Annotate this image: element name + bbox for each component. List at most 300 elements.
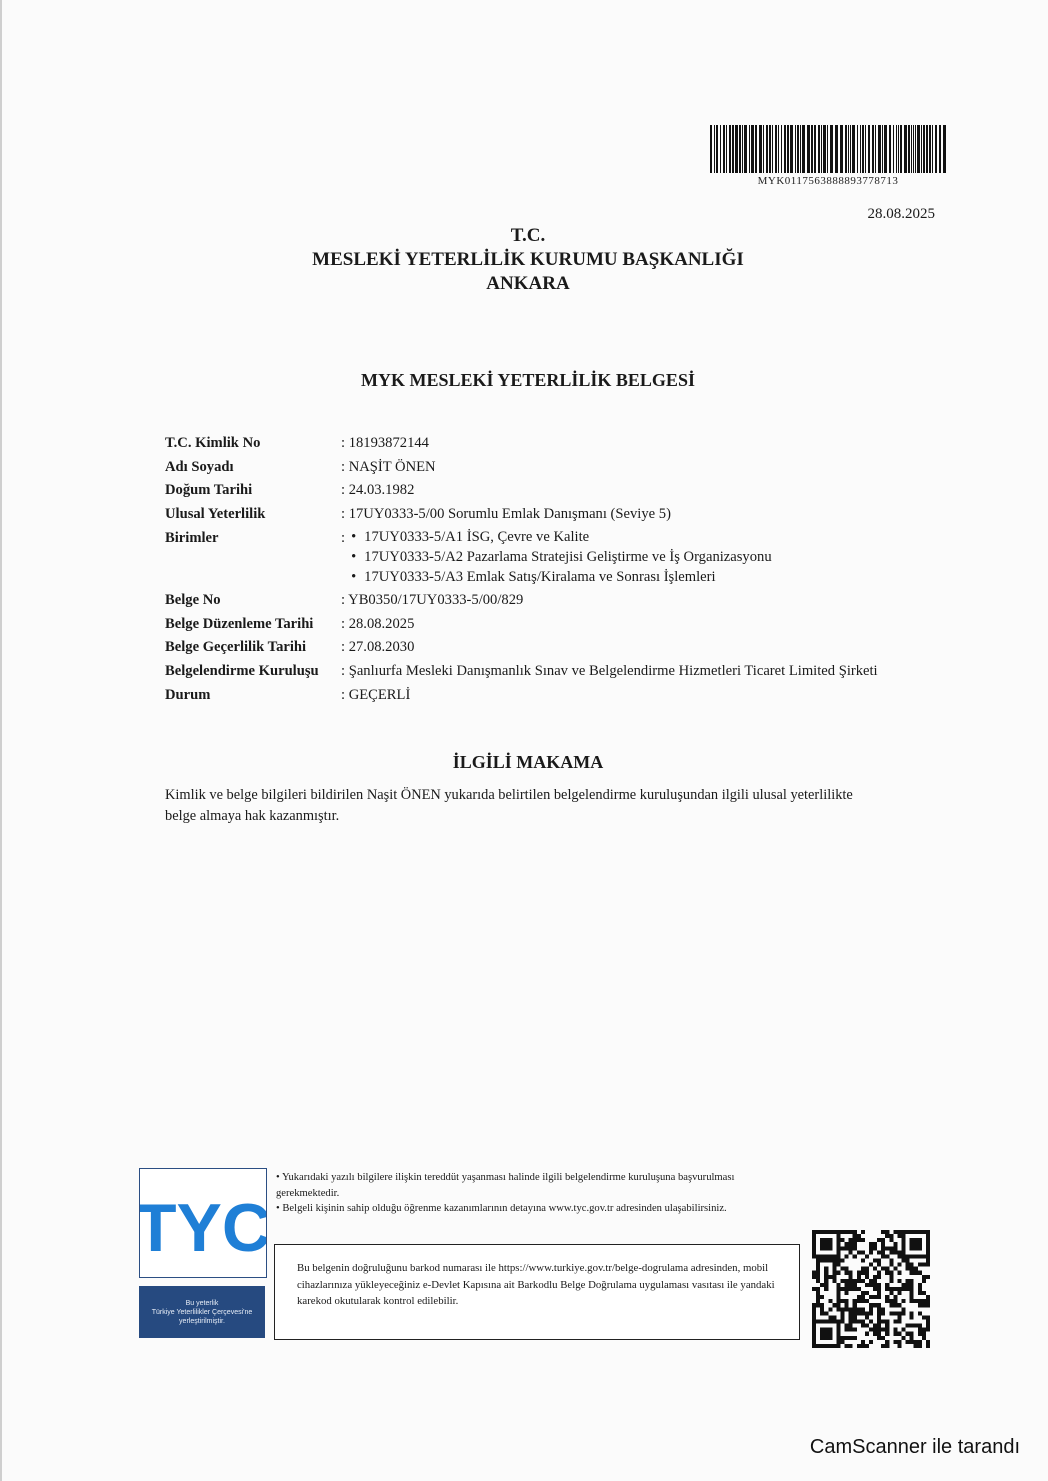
- qr-module: [820, 1242, 824, 1246]
- verification-box: Bu belgenin doğruluğunu barkod numarası ile https://www.turkiye.gov.tr/belge-dogrulama adresinden, mobil cihazlarınıza yükleyeceğiniz e-Devlet Kapısına ait Barkodlu Belge Doğrulama uygulaması vasıtası ile yandaki karekod okutularak kontrol edilebilir.: [274, 1244, 800, 1340]
- body-paragraph: Kimlik ve belge bilgileri bildirilen Naşit ÖNEN yukarıda belirtilen belgelendirme kuruluşundan ilgili ulusal yeterlilikte belge almaya hak kazanmıştır.: [165, 787, 853, 824]
- qr-module: [849, 1279, 853, 1283]
- qr-module: [918, 1271, 922, 1275]
- qr-module: [836, 1332, 840, 1336]
- qr-module: [845, 1291, 849, 1295]
- qr-module: [857, 1307, 861, 1311]
- qr-module: [877, 1336, 881, 1340]
- qr-module: [869, 1263, 873, 1267]
- qr-module: [893, 1267, 897, 1271]
- qr-module: [836, 1283, 840, 1287]
- field-value: : GEÇERLİ: [341, 686, 411, 703]
- qr-module: [885, 1340, 889, 1344]
- barcode-bar: [716, 125, 718, 173]
- qr-module: [853, 1283, 857, 1287]
- barcode-bar: [857, 125, 858, 173]
- document-date: 28.08.2025: [867, 206, 935, 222]
- barcode-bar: [778, 125, 779, 173]
- qr-module: [910, 1291, 914, 1295]
- qr-module: [926, 1250, 930, 1254]
- qr-module: [857, 1275, 861, 1279]
- barcode-bar: [868, 125, 870, 173]
- qr-module: [865, 1254, 869, 1258]
- qr-module: [918, 1311, 922, 1315]
- qr-module: [922, 1332, 926, 1336]
- qr-module: [836, 1324, 840, 1328]
- qr-module: [861, 1344, 865, 1348]
- qr-module: [840, 1238, 844, 1242]
- qr-module: [926, 1315, 930, 1319]
- qr-module: [816, 1267, 820, 1271]
- qr-module: [922, 1279, 926, 1283]
- qr-module: [906, 1287, 910, 1291]
- qr-module: [853, 1336, 857, 1340]
- qr-module: [853, 1287, 857, 1291]
- barcode-bar: [896, 125, 897, 173]
- qr-module: [845, 1283, 849, 1287]
- barcode-bar: [845, 125, 847, 173]
- qr-module: [828, 1344, 832, 1348]
- qr-module: [902, 1250, 906, 1254]
- qr-module: [824, 1238, 828, 1242]
- qr-module: [910, 1299, 914, 1303]
- qr-module: [910, 1287, 914, 1291]
- qr-module: [812, 1320, 816, 1324]
- qr-module: [877, 1315, 881, 1319]
- qr-module: [824, 1271, 828, 1275]
- qr-module: [816, 1263, 820, 1267]
- qr-module: [922, 1291, 926, 1295]
- qr-module: [828, 1328, 832, 1332]
- qr-module: [885, 1324, 889, 1328]
- qr-module: [885, 1283, 889, 1287]
- qr-module: [918, 1287, 922, 1291]
- qr-module: [857, 1250, 861, 1254]
- qr-module: [820, 1320, 824, 1324]
- qr-module: [836, 1263, 840, 1267]
- qr-module: [877, 1332, 881, 1336]
- barcode-bar: [913, 125, 914, 173]
- barcode-bar: [923, 125, 925, 173]
- qr-module: [820, 1332, 824, 1336]
- qr-module: [869, 1303, 873, 1307]
- barcode-bar: [787, 125, 789, 173]
- qr-module: [926, 1242, 930, 1246]
- qr-module: [889, 1287, 893, 1291]
- qr-module: [918, 1303, 922, 1307]
- qr-module: [861, 1320, 865, 1324]
- qr-module: [893, 1287, 897, 1291]
- qr-module: [910, 1242, 914, 1246]
- qr-module: [910, 1238, 914, 1242]
- qr-module: [836, 1230, 840, 1234]
- field-label: Belge No: [165, 591, 221, 608]
- qr-module: [849, 1320, 853, 1324]
- qr-module: [889, 1250, 893, 1254]
- qr-module: [881, 1307, 885, 1311]
- unit-item: • 17UY0333-5/A1 İSG, Çevre ve Kalite: [351, 527, 772, 547]
- qr-module: [832, 1230, 836, 1234]
- qr-module: [918, 1246, 922, 1250]
- barcode-bar: [751, 125, 754, 173]
- barcode-bar: [827, 125, 828, 173]
- barcode-bar: [732, 125, 734, 173]
- qr-module: [902, 1230, 906, 1234]
- barcode-bar: [875, 125, 876, 173]
- qr-module: [812, 1271, 816, 1275]
- certificate-title: MYK MESLEKİ YETERLİLİK BELGESİ: [361, 370, 695, 390]
- band-line: Türkiye Yeterlilikler Çerçevesi'ne: [151, 1308, 253, 1316]
- qr-module: [816, 1291, 820, 1295]
- qr-module: [828, 1246, 832, 1250]
- field-status: [165, 684, 965, 708]
- qr-module: [902, 1234, 906, 1238]
- qr-module: [857, 1271, 861, 1275]
- qr-module: [832, 1254, 836, 1258]
- qr-module: [910, 1283, 914, 1287]
- qr-module: [828, 1320, 832, 1324]
- qr-module: [926, 1234, 930, 1238]
- qr-module: [910, 1263, 914, 1267]
- qr-module: [836, 1299, 840, 1303]
- qr-module: [832, 1263, 836, 1267]
- qr-module: [849, 1242, 853, 1246]
- qr-module: [857, 1234, 861, 1238]
- qr-module: [869, 1295, 873, 1299]
- qr-module: [889, 1275, 893, 1279]
- qr-module: [885, 1295, 889, 1299]
- qr-module: [918, 1238, 922, 1242]
- qr-module: [902, 1242, 906, 1246]
- qr-module: [820, 1336, 824, 1340]
- qr-module: [849, 1238, 853, 1242]
- qr-module: [902, 1287, 906, 1291]
- barcode-bar: [821, 125, 822, 173]
- qr-module: [918, 1263, 922, 1267]
- barcode-bar: [835, 125, 838, 173]
- qr-module: [840, 1336, 844, 1340]
- qr-code-icon: [812, 1230, 930, 1348]
- qr-module: [922, 1299, 926, 1303]
- qr-module: [881, 1238, 885, 1242]
- qr-module: [922, 1336, 926, 1340]
- qr-module: [820, 1311, 824, 1315]
- field-birth-date: [165, 479, 965, 503]
- qr-module: [812, 1307, 816, 1311]
- qr-module: [865, 1344, 869, 1348]
- qr-module: [922, 1303, 926, 1307]
- qr-module: [889, 1246, 893, 1250]
- qr-module: [893, 1311, 897, 1315]
- qr-module: [849, 1311, 853, 1315]
- qr-module: [914, 1230, 918, 1234]
- qr-module: [857, 1295, 861, 1299]
- qr-module: [926, 1258, 930, 1262]
- qr-module: [881, 1320, 885, 1324]
- qr-module: [897, 1287, 901, 1291]
- qr-module: [881, 1311, 885, 1315]
- qr-module: [816, 1299, 820, 1303]
- qr-module: [902, 1311, 906, 1315]
- units-colon: :: [341, 529, 346, 546]
- qr-module: [889, 1258, 893, 1262]
- qr-module: [857, 1279, 861, 1283]
- qr-module: [918, 1324, 922, 1328]
- qr-module: [853, 1279, 857, 1283]
- qr-module: [914, 1246, 918, 1250]
- barcode-bar: [726, 125, 727, 173]
- qr-module: [926, 1275, 930, 1279]
- barcode-bar: [850, 125, 851, 173]
- qr-module: [828, 1275, 832, 1279]
- qr-module: [849, 1307, 853, 1311]
- qr-module: [877, 1303, 881, 1307]
- qr-module: [824, 1275, 828, 1279]
- barcode-bar: [932, 125, 933, 173]
- institution-line-2: MESLEKİ YETERLİLİK KURUMU BAŞKANLIĞI: [312, 249, 744, 270]
- qr-module: [836, 1234, 840, 1238]
- qr-module: [853, 1246, 857, 1250]
- qr-module: [865, 1311, 869, 1315]
- qr-module: [845, 1307, 849, 1311]
- qr-module: [853, 1242, 857, 1246]
- qr-module: [902, 1246, 906, 1250]
- qr-module: [869, 1242, 873, 1246]
- barcode-bar: [735, 125, 738, 173]
- qr-module: [828, 1238, 832, 1242]
- qr-module: [832, 1267, 836, 1271]
- qr-module: [910, 1279, 914, 1283]
- qr-module: [877, 1275, 881, 1279]
- qr-module: [836, 1250, 840, 1254]
- qr-module: [877, 1320, 881, 1324]
- qr-module: [906, 1254, 910, 1258]
- qr-module: [897, 1279, 901, 1283]
- qr-module: [849, 1315, 853, 1319]
- qr-module: [926, 1344, 930, 1348]
- qr-module: [816, 1275, 820, 1279]
- qr-module: [853, 1320, 857, 1324]
- barcode-bar: [860, 125, 861, 173]
- qr-module: [812, 1287, 816, 1291]
- qr-module: [885, 1246, 889, 1250]
- qr-module: [922, 1315, 926, 1319]
- qr-module: [836, 1242, 840, 1246]
- qr-module: [816, 1287, 820, 1291]
- qr-module: [840, 1230, 844, 1234]
- qr-module: [845, 1271, 849, 1275]
- qr-module: [812, 1332, 816, 1336]
- qr-module: [897, 1250, 901, 1254]
- qr-module: [828, 1299, 832, 1303]
- qr-module: [849, 1275, 853, 1279]
- qr-module: [877, 1258, 881, 1262]
- qr-module: [828, 1336, 832, 1340]
- qr-module: [902, 1307, 906, 1311]
- qr-module: [824, 1279, 828, 1283]
- qr-module: [828, 1307, 832, 1311]
- tyc-logo: [139, 1168, 267, 1278]
- barcode-bar: [755, 125, 757, 173]
- qr-module: [877, 1238, 881, 1242]
- qr-module: [832, 1279, 836, 1283]
- qr-module: [914, 1340, 918, 1344]
- qr-module: [820, 1230, 824, 1234]
- qr-module: [840, 1246, 844, 1250]
- scanner-watermark: CamScanner ile tarandı: [809, 1436, 1020, 1458]
- footer-note: • Yukarıdaki yazılı bilgilere ilişkin tereddüt yaşanması halinde ilgili belgelendirme kuruluşuna başvurulması gerekmektedir.: [276, 1172, 735, 1199]
- qr-module: [824, 1287, 828, 1291]
- qr-module: [897, 1311, 901, 1315]
- barcode-bar: [929, 125, 931, 173]
- qr-module: [865, 1271, 869, 1275]
- barcode-bar: [852, 125, 855, 173]
- qr-module: [873, 1324, 877, 1328]
- qr-module: [885, 1332, 889, 1336]
- qr-module: [861, 1291, 865, 1295]
- unit-item: • 17UY0333-5/A3 Emlak Satış/Kiralama ve Sonrası İşlemleri: [351, 567, 772, 587]
- barcode-bar: [744, 125, 747, 173]
- qr-module: [812, 1234, 816, 1238]
- qr-module: [877, 1295, 881, 1299]
- qr-module: [893, 1299, 897, 1303]
- qr-module: [816, 1254, 820, 1258]
- qr-module: [893, 1242, 897, 1246]
- field-value: : NAŞİT ÖNEN: [341, 458, 436, 475]
- qr-module: [926, 1324, 930, 1328]
- qr-module: [902, 1238, 906, 1242]
- qr-module: [926, 1299, 930, 1303]
- barcode-bar: [882, 125, 883, 173]
- barcode-bar: [775, 125, 777, 173]
- qr-module: [910, 1230, 914, 1234]
- barcode-bar: [795, 125, 796, 173]
- qr-module: [820, 1307, 824, 1311]
- qr-module: [877, 1271, 881, 1275]
- barcode-bar: [772, 125, 773, 173]
- qr-module: [889, 1279, 893, 1283]
- qr-module: [873, 1295, 877, 1299]
- qr-module: [832, 1275, 836, 1279]
- qr-module: [897, 1332, 901, 1336]
- barcode-bar: [769, 125, 771, 173]
- qr-module: [918, 1328, 922, 1332]
- qr-module: [926, 1238, 930, 1242]
- field-value: : 18193872144: [341, 435, 429, 451]
- qr-module: [857, 1238, 861, 1242]
- qr-module: [914, 1299, 918, 1303]
- qr-module: [877, 1283, 881, 1287]
- qr-module: [853, 1303, 857, 1307]
- qr-module: [869, 1320, 873, 1324]
- qr-module: [836, 1340, 840, 1344]
- qr-module: [922, 1254, 926, 1258]
- qr-module: [926, 1295, 930, 1299]
- qr-module: [910, 1271, 914, 1275]
- barcode-bar: [872, 125, 874, 173]
- qr-module: [816, 1344, 820, 1348]
- qr-module: [881, 1230, 885, 1234]
- qr-module: [840, 1307, 844, 1311]
- qr-module: [897, 1340, 901, 1344]
- qr-module: [889, 1234, 893, 1238]
- qr-module: [910, 1324, 914, 1328]
- qr-module: [869, 1250, 873, 1254]
- qr-module: [836, 1271, 840, 1275]
- barcode-bar: [939, 125, 941, 173]
- qr-module: [836, 1246, 840, 1250]
- qr-module: [865, 1332, 869, 1336]
- qr-module: [897, 1344, 901, 1348]
- qr-module: [853, 1234, 857, 1238]
- qr-module: [877, 1311, 881, 1315]
- qr-module: [812, 1303, 816, 1307]
- qr-module: [918, 1340, 922, 1344]
- footer-note: • Belgeli kişinin sahip olduğu öğrenme kazanımlarının detayına www.tyc.gov.tr adresinden ulaşabilirsiniz.: [276, 1203, 727, 1214]
- qr-module: [853, 1328, 857, 1332]
- field-certification-body: [165, 660, 965, 684]
- qr-module: [877, 1287, 881, 1291]
- qr-module: [881, 1336, 885, 1340]
- qr-module: [881, 1328, 885, 1332]
- qr-module: [885, 1299, 889, 1303]
- qr-module: [824, 1258, 828, 1262]
- qr-module: [853, 1230, 857, 1234]
- qr-module: [877, 1291, 881, 1295]
- qr-module: [910, 1295, 914, 1299]
- qr-module: [885, 1287, 889, 1291]
- qr-module: [877, 1250, 881, 1254]
- qr-module: [897, 1303, 901, 1307]
- barcode-bar: [811, 125, 813, 173]
- qr-module: [845, 1246, 849, 1250]
- qr-module: [861, 1295, 865, 1299]
- qr-module: [918, 1299, 922, 1303]
- barcode-icon: [710, 125, 946, 173]
- qr-module: [828, 1230, 832, 1234]
- barcode-bar: [797, 125, 799, 173]
- qr-module: [906, 1340, 910, 1344]
- field-validity-date: [165, 636, 965, 660]
- qr-module: [869, 1311, 873, 1315]
- qr-module: [914, 1324, 918, 1328]
- qr-module: [812, 1254, 816, 1258]
- qr-module: [861, 1340, 865, 1344]
- qr-module: [914, 1267, 918, 1271]
- qr-module: [845, 1242, 849, 1246]
- qr-module: [877, 1328, 881, 1332]
- qr-module: [893, 1332, 897, 1336]
- qr-module: [889, 1303, 893, 1307]
- qr-module: [845, 1324, 849, 1328]
- qr-module: [861, 1324, 865, 1328]
- qr-module: [926, 1246, 930, 1250]
- qr-module: [845, 1328, 849, 1332]
- barcode-bar: [943, 125, 946, 173]
- qr-module: [910, 1340, 914, 1344]
- qr-module: [897, 1263, 901, 1267]
- qr-module: [902, 1258, 906, 1262]
- qr-module: [820, 1258, 824, 1262]
- qr-module: [906, 1230, 910, 1234]
- qr-module: [828, 1242, 832, 1246]
- band-line: yerleştirilmiştir.: [179, 1317, 225, 1325]
- qr-module: [816, 1230, 820, 1234]
- qr-module: [845, 1336, 849, 1340]
- qr-module: [861, 1271, 865, 1275]
- qr-module: [865, 1299, 869, 1303]
- qr-module: [836, 1258, 840, 1262]
